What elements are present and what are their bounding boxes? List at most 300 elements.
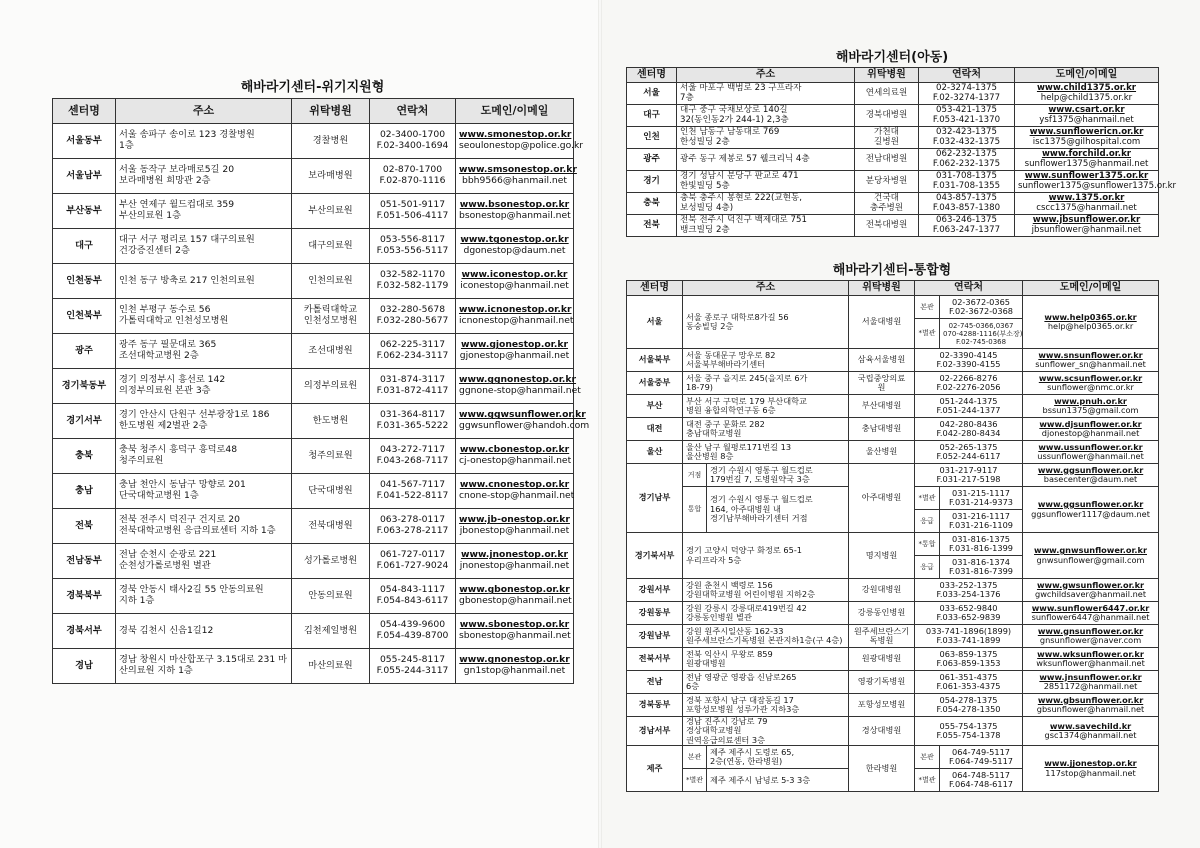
address-line: 한도병원 제2별관 2층 [119,420,208,431]
address-line: 보성빌딩 4층) [680,202,734,213]
phone-number: 051-501-9117 [379,199,446,211]
address-line: 의정부의료원 본관 3층 [119,385,211,396]
phone-number: F.051-506-4117 [376,210,449,221]
center-name: 강원서부 [627,579,683,602]
website-link[interactable]: www.savechild.kr [1049,720,1132,731]
email-address: dgonestop@daum.net [463,245,566,256]
address-line: 179번길 7, 도병원약국 3층 [710,474,810,484]
phone-number: F.02-745-0368 [956,337,1007,346]
website-link[interactable]: www.ggwsunflower.or.kr [459,409,586,421]
center-name: 서울 [627,83,677,105]
website-link[interactable]: www.1375.or.kr [1048,192,1125,203]
email-address: wksunflower@hanmail.net [1036,658,1145,668]
center-name: 충북 [627,193,677,215]
hospital-name: 원주세브란스기 [853,625,910,636]
address-cell [116,159,292,194]
table-row [627,602,1159,625]
center-name: 인천 [627,127,677,149]
hospital-cell [849,625,915,648]
center-name: 대전 [627,418,683,441]
phone-number: F.054-278-1350 [936,704,1001,714]
email-address: iconestop@hanmail.net [460,280,569,291]
phone-number: F.052-244-6117 [936,451,1001,461]
address-line: 32(동인동2가 244-1) 2,3층 [680,114,789,125]
address-cell [116,474,292,509]
col-domain: 도메인/이메일 [456,99,574,124]
hospital-name: 경상대병원 [861,725,902,736]
contact-cell [915,694,1023,717]
phone-number: F.031-816-7399 [949,566,1014,576]
col-contact: 연락처 [919,68,1015,83]
website-link[interactable]: www.sunflower1375.or.kr [1024,170,1149,181]
hospital-name: 안동의료원 [308,589,353,601]
address-cell [683,671,849,694]
hospital-cell [849,296,915,349]
table-row [627,418,1159,441]
center-name: 서울북부 [627,349,683,372]
domain-cell [456,404,590,439]
website-link[interactable]: www.tgonestop.or.kr [460,234,569,246]
center-name: 전북 [53,509,116,544]
address-line: 경남 창원시 마산합포구 3.15대로 231 마 [119,654,287,666]
phone-number: 070-4288-1116(부소장) [943,329,1023,338]
address-cell [116,544,292,579]
domain-cell [1023,694,1159,717]
table-row [627,171,1159,193]
domain-cell [1023,671,1159,694]
address-cell [677,149,855,171]
table-row [53,124,574,159]
domain-cell [1023,533,1159,579]
hospital-name: 인천의료원 [308,274,353,286]
phone-number: F.063-247-1377 [932,224,1001,235]
website-link[interactable]: www.gwsunflower.or.kr [1036,579,1145,590]
address-cell [116,509,292,544]
address-cell [683,418,849,441]
crisis-table [52,98,590,684]
website-link[interactable]: www.jb-onestop.or.kr [459,514,570,526]
website-link[interactable]: www.ussunflower.or.kr [1038,441,1143,452]
address-line: 가톨릭대학교 인천성모병원 [119,315,229,326]
website-link[interactable]: www.cnonestop.or.kr [459,479,570,491]
email-address: jnonestop@hanmail.net [459,560,570,571]
domain-cell [1023,717,1159,746]
hospital-name: 길병원 [874,136,899,147]
hospital-name: 전남대병원 [865,153,908,164]
contact-cell [370,369,456,404]
email-address: sunflower6447@hanmail.net [1031,612,1150,622]
email-address: djonestop@hanmail.net [1041,428,1140,438]
center-name: 대구 [627,105,677,127]
email-address: ggwsunflower@handoh.com [459,420,590,431]
contact-cell [915,464,1023,487]
website-link[interactable]: www.jnsunflower.or.kr [1039,671,1142,682]
email-address: gbonestop@hanmail.net [459,595,572,606]
email-address: bssun1375@gmail.com [1042,405,1139,415]
domain-cell [456,229,574,264]
address-line: 서울 송파구 송이로 123 경찰병원 [119,129,255,141]
domain-cell [1023,296,1159,349]
phone-number: 061-727-0117 [379,549,446,561]
hospital-cell [855,83,919,105]
phone-number: 031-874-3117 [379,374,446,386]
location-tag: *별관 [915,769,940,792]
hospital-name: 서울대병원 [861,316,902,327]
address-line: 강원 춘천시 백령로 156 [686,579,773,590]
table-row [53,369,574,404]
website-link[interactable]: www.sunflower6447.or.kr [1031,602,1150,613]
address-cell [677,171,855,193]
email-address: cscc1375@hanmail.net [1036,202,1137,213]
email-address: isc1375@gilhospital.com [1032,136,1141,147]
table-row [627,149,1159,171]
address-cell [683,533,849,579]
center-name: 경북북부 [53,579,116,614]
hospital-cell [855,215,919,237]
phone-number: 031-708-1375 [936,170,997,181]
phone-number: F.051-244-1377 [936,405,1001,415]
hospital-cell [849,671,915,694]
hospital-cell [292,474,370,509]
phone-number: 031-216-1117 [952,510,1011,521]
address-line: 인천 부평구 동수로 56 [119,304,211,316]
email-address: gnsunflower@naver.com [1039,635,1142,645]
col-domain: 도메인/이메일 [1015,68,1159,83]
phone-number: F.043-857-1380 [932,202,1001,213]
hospital-cell [292,159,370,194]
website-link[interactable]: www.ggnonestop.or.kr [459,374,577,386]
hospital-name: 건국대 [874,192,899,203]
hospital-name: 분당차병원 [865,175,908,186]
website-link[interactable]: www.gjonestop.or.kr [460,339,569,351]
address-cell [116,579,292,614]
email-address: sunflower1375@hanmail.net [1024,158,1149,169]
hospital-name: 경북대병원 [865,109,908,120]
crisis-title: 해바라기센터-위기지원형 [240,80,385,95]
address-cell [707,464,849,487]
phone-number: F.02-3672-0368 [949,306,1014,316]
phone-number: 055-754-1375 [939,720,998,731]
domain-cell [1023,372,1159,395]
address-cell [116,124,292,159]
address-cell [116,299,292,334]
phone-number: 063-859-1375 [939,648,998,659]
contact-cell [370,649,456,684]
address-line: 순천성가롤로병원 별관 [119,560,211,571]
contact-cell [370,544,456,579]
center-name: 서울중부 [627,372,683,395]
domain-cell [1015,193,1159,215]
phone-number: F.031-214-9373 [949,497,1014,507]
hospital-cell [292,579,370,614]
hospital-cell [292,369,370,404]
address-line: 대구 중구 국채보상로 140길 [680,104,788,115]
hospital-name: 명지병원 [865,549,898,560]
email-address: gbsunflower@hanmail.net [1036,704,1145,714]
domain-cell [1015,170,1177,193]
center-name: 서울 [627,296,683,349]
address-cell [677,83,855,105]
contact-cell [370,229,456,264]
website-link[interactable]: www.icnonestop.or.kr [459,304,572,316]
phone-number: F.02-2276-2056 [936,382,1001,392]
address-line: 충남대학교병원 [686,428,742,438]
website-link[interactable]: www.smsonestop.or.kr [459,164,577,176]
address-cell [683,296,849,349]
table-row [627,215,1159,237]
address-line: 울산병원 8층 [686,451,734,461]
domain-cell [456,194,574,229]
location-tag: 본관 [915,296,940,319]
website-link[interactable]: www.gbonestop.or.kr [459,584,570,596]
center-name: 인천북부 [53,299,116,334]
hospital-name: 포항성모병원 [857,699,906,710]
phone-number: F.032-432-1375 [932,136,1001,147]
address-line: 제주 제주시 도령로 65, [710,746,795,757]
phone-number: 031-217-9117 [939,464,998,475]
contact-cell [370,509,456,544]
address-line: 부산의료원 1층 [119,210,182,221]
address-cell [677,215,855,237]
website-link[interactable]: www.csart.or.kr [1048,104,1125,115]
domain-cell [456,439,574,474]
hospital-cell [855,127,919,149]
address-line: 부산 연제구 월드컵대로 359 [119,199,235,211]
email-address: bbh9566@hanmail.net [461,175,567,186]
email-address: ggsunflower1117@daum.net [1031,508,1150,519]
phone-number: 02-3400-1700 [379,129,446,141]
contact-cell [915,602,1023,625]
hospital-cell [849,395,915,418]
phone-number: F.055-244-3117 [376,665,449,676]
table-row [627,372,1159,395]
hospital-name: 대구의료원 [308,239,353,251]
page-fold [598,0,602,848]
phone-number: 062-225-3117 [379,339,446,351]
address-line: 강원 원주시일산동 162-33 [686,625,784,636]
address-line: 지하 1층 [119,595,155,606]
website-link[interactable]: www.ggsunflower.or.kr [1037,464,1144,475]
hospital-name: 충남대병원 [861,423,902,434]
contact-cell [915,372,1023,395]
hospital-name: 국립중앙의료 [857,372,906,383]
phone-number: F.053-556-5117 [376,245,449,256]
hospital-name: 보라매병원 [308,169,353,181]
website-link[interactable]: www.smonestop.or.kr [459,129,572,141]
address-cell [683,648,849,671]
email-address: seoulonestop@police.go.kr [459,140,584,151]
domain-cell [456,544,574,579]
domain-cell [1023,349,1159,372]
contact-cell [940,746,1023,769]
website-link[interactable]: www.child1375.or.kr [1036,82,1137,93]
email-address: 2851172@hanmail.net [1043,681,1138,691]
address-line: 뱅크빌딩 2층 [680,224,730,235]
phone-number: F.041-522-8117 [376,490,449,501]
phone-number: 055-245-8117 [379,654,446,666]
phone-number: F.063-278-2117 [376,525,449,536]
website-link[interactable]: www.jjonestop.or.kr [1044,758,1137,769]
domain-cell [456,299,574,334]
address-line: 서울 종로구 대학로8가길 56 [686,311,789,322]
table-row [53,264,574,299]
hospital-cell [855,193,919,215]
hospital-name: 전북대병원 [865,219,908,230]
phone-number: F.042-280-8434 [936,428,1001,438]
phone-number: 043-857-1375 [936,192,997,203]
website-link[interactable]: www.jbsunflower.or.kr [1032,214,1141,225]
center-name: 강원동부 [627,602,683,625]
hospital-name: 김천제일병원 [303,624,358,636]
email-address: jbsunflower@hanmail.net [1031,224,1142,235]
address-cell [683,349,849,372]
table-row [627,694,1159,717]
center-name: 충북 [53,439,116,474]
table-row [627,648,1159,671]
child-header-row [627,68,1159,83]
address-line: 경기 고양시 덕양구 화정로 65-1 [686,545,802,556]
integrated-table [626,280,1159,792]
address-line: 6층 [686,681,700,691]
phone-number: 053-421-1375 [936,104,997,115]
phone-number: F.032-582-1179 [376,280,449,291]
domain-cell [1023,602,1159,625]
contact-cell [370,474,456,509]
address-cell [683,717,849,746]
address-line: 강원 강릉시 강릉대로419번길 42 [686,602,807,613]
address-line: 충북 충주시 봉현로 222(교현동, [680,192,803,203]
address-line: 충남 천안시 동남구 망향로 201 [119,479,246,491]
address-line: 건강증진센터 2층 [119,245,190,256]
website-link[interactable]: www.sunflowericn.or.kr [1029,126,1144,137]
hospital-name: 원 [877,382,886,392]
website-link[interactable]: www.pnuh.or.kr [1054,395,1127,406]
hospital-cell [292,404,370,439]
hospital-name: 영광기독병원 [857,676,906,687]
address-line: 전북 전주시 덕진구 백제대로 751 [680,214,807,225]
hospital-name: 마산의료원 [308,659,353,671]
address-line: 권역응급의료센터 3층 [686,734,765,745]
hospital-cell [849,746,915,792]
website-link[interactable]: www.gnsunflower.or.kr [1037,625,1144,636]
domain-cell [1023,441,1159,464]
phone-number: F.053-421-1370 [932,114,1001,125]
website-link[interactable]: www.gnwsunflower.or.kr [1034,545,1147,556]
address-line: 대구 서구 평리로 157 대구의료원 [119,234,255,246]
integrated-header-row [627,281,1159,296]
website-link[interactable]: www.ggsunflower.or.kr [1037,499,1144,510]
contact-cell [370,159,456,194]
domain-cell [456,334,574,369]
table-row [53,509,574,544]
website-link[interactable]: www.jnonestop.or.kr [460,549,569,561]
contact-cell [915,671,1023,694]
address-line: 경북 안동시 태사2길 55 안동의료원 [119,584,264,596]
domain-cell [1023,648,1159,671]
address-line: 병원 융합의학연구동 6층 [686,405,776,415]
phone-number: 02-745-0366,0367 [948,321,1014,330]
address-line: 동숭빌딩 2층 [686,321,734,331]
hospital-cell [849,441,915,464]
phone-number: F.064-749-5117 [949,756,1014,767]
center-name: 인천동부 [53,264,116,299]
domain-cell [1015,83,1159,105]
phone-number: F.054-843-6117 [376,595,449,606]
website-link[interactable]: www.gnonestop.or.kr [459,654,570,666]
website-link[interactable]: www.help0365.or.kr [1044,311,1137,322]
address-line: 7층 [680,92,694,103]
website-link[interactable]: www.snsunflower.or.kr [1038,349,1143,360]
table-row [627,746,1159,769]
website-link[interactable]: www.djsunflower.or.kr [1039,418,1142,429]
phone-number: F.02-3274-1377 [932,92,1001,103]
contact-cell [940,319,1023,349]
hospital-name: 독병원 [869,635,894,645]
website-link[interactable]: www.sbonestop.or.kr [459,619,570,631]
hospital-name: 한도병원 [312,414,349,426]
hospital-name: 조선대병원 [308,344,353,356]
address-cell [116,404,292,439]
address-line: 전북 전주시 덕진구 건지로 20 [119,514,240,526]
website-link[interactable]: www.cbonestop.or.kr [459,444,570,456]
address-cell [116,229,292,264]
website-link[interactable]: www.gbsunflower.or.kr [1037,694,1144,705]
phone-number: 031-364-8117 [379,409,446,421]
phone-number: 061-351-4375 [939,671,998,682]
address-line: 인천 남동구 남동대로 769 [680,126,780,137]
contact-cell [370,404,456,439]
address-line: 서울 중구 을지로 245(을지로 6가 [686,372,808,383]
table-row [627,717,1159,746]
hospital-cell [292,194,370,229]
hospital-name: 강원대병원 [861,584,902,595]
col-hospital: 위탁병원 [855,68,919,83]
hospital-name: 연세의료원 [865,87,908,98]
hospital-cell [855,171,919,193]
table-row [53,334,574,369]
domain-cell [456,124,584,159]
location-tag: 본관 [683,746,707,769]
website-link[interactable]: www.scsunflower.or.kr [1038,372,1143,383]
phone-number: 063-246-1375 [936,214,997,225]
center-name: 부산동부 [53,194,116,229]
website-link[interactable]: www.iconestop.or.kr [461,269,568,281]
table-row [627,395,1159,418]
domain-cell [456,614,574,649]
center-name: 전남 [627,671,683,694]
website-link[interactable]: www.bsonestop.or.kr [459,199,570,211]
website-link[interactable]: www.wksunflower.or.kr [1037,648,1144,659]
phone-number: 054-439-9600 [379,619,446,631]
contact-cell [915,418,1023,441]
address-cell [707,746,849,769]
address-line: 우리프라자 5층 [686,554,742,565]
col-domain: 도메인/이메일 [1023,281,1159,296]
col-hospital: 위탁병원 [292,99,370,124]
phone-number: F.033-254-1376 [936,589,1001,599]
col-address: 주소 [683,281,849,296]
domain-cell [456,579,574,614]
address-cell [683,602,849,625]
website-link[interactable]: www.forchild.or.kr [1041,148,1132,159]
center-name: 대구 [53,229,116,264]
location-tag: 응급 [915,510,940,533]
address-line: 강릉동인병원 별관 [686,612,752,622]
center-name: 울산 [627,441,683,464]
address-line: 경기 수원시 영통구 월드컵로 [710,464,813,475]
hospital-cell [292,614,370,649]
col-contact: 연락처 [370,99,456,124]
